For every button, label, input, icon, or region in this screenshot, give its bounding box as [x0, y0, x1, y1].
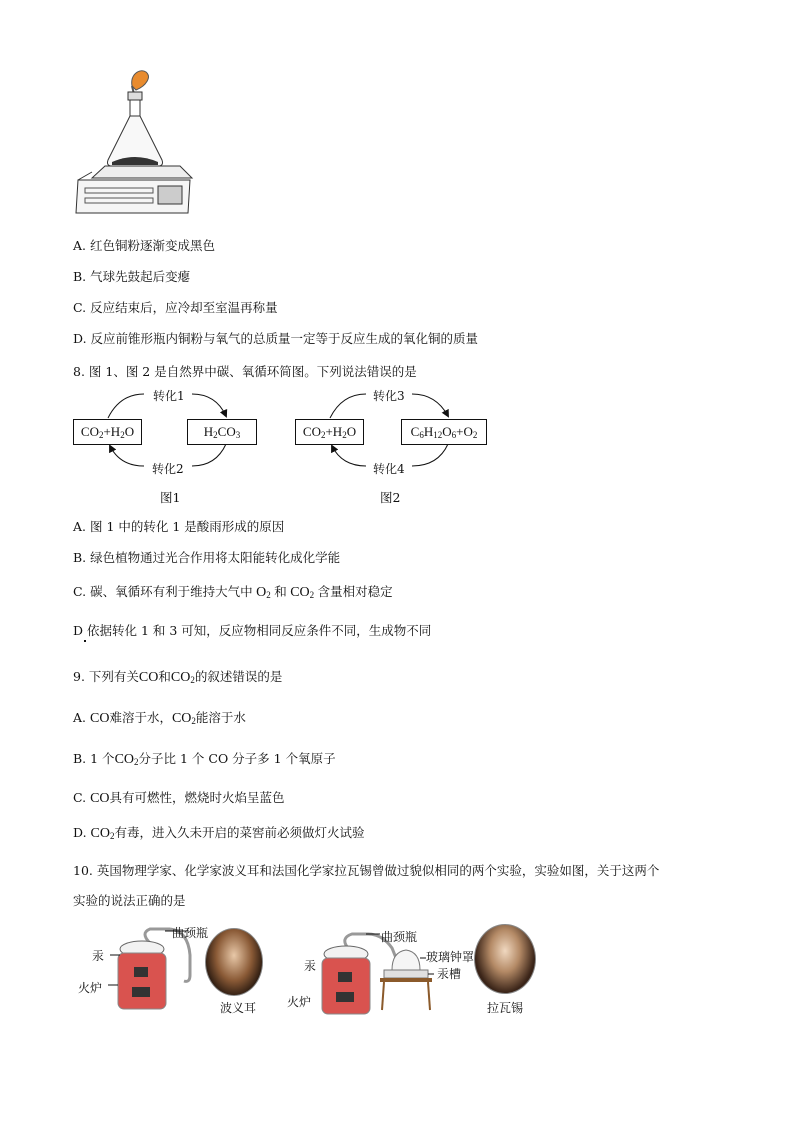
lavoisier-experiment-figure — [300, 930, 460, 1025]
q9-option-d: D. $CO_2$有毒，进入久未开启的菜窖前必须做灯火试验 — [73, 825, 365, 841]
fig1-caption: 图1 — [160, 490, 181, 505]
lavoisier-name-label: 拉瓦锡 — [487, 1001, 524, 1015]
q8-option-c: C. 碳、氧循环有利于维持大气中 $O_2$ 和 $CO_2$ 含量相对稳定 — [73, 584, 393, 600]
q7-option-d: D. 反应前锥形瓶内铜粉与氧气的总质量一定等于反应生成的氧化铜的质量 — [73, 331, 479, 346]
fig2-top-label: 转化3 — [373, 389, 405, 403]
boyle-mercury-label: 汞 — [92, 949, 105, 963]
q9-option-c: C. CO具有可燃性，燃烧时火焰呈蓝色 — [73, 790, 285, 806]
q9-option-a: A. CO难溶于水，$CO_2$能溶于水 — [73, 710, 246, 726]
q8-stem: 8. 图 1、图 2 是自然界中碳、氧循环简图。下列说法错误的是 — [73, 364, 417, 379]
fig2-bottom-label: 转化4 — [373, 462, 405, 476]
boyle-furnace-label: 火炉 — [78, 981, 103, 995]
fig1-bottom-label: 转化2 — [152, 462, 184, 476]
lavoisier-bell-label: 玻璃钟罩 — [426, 950, 475, 964]
lavoisier-portrait — [474, 924, 536, 994]
q8-option-a: A. 图 1 中的转化 1 是酸雨形成的原因 — [73, 519, 285, 534]
fig1-box-co2-h2o: $CO_2+H_2O$ — [73, 419, 142, 445]
q7-option-a: A. 红色铜粉逐渐变成黑色 — [73, 238, 215, 253]
lavoisier-furnace-label: 火炉 — [287, 995, 312, 1009]
lavoisier-flask-label: 曲颈瓶 — [381, 930, 418, 944]
q9-option-b: B. 1 个$CO_2$分子比 1 个 CO 分子多 1 个氧原子 — [73, 751, 336, 767]
q7-option-c: C. 反应结束后，应冷却至室温再称量 — [73, 300, 278, 315]
q8-option-d: D 依据转化 1 和 3 可知，反应物相同反应条件不同，生成物不同 — [73, 623, 432, 638]
lavoisier-trough-label: 汞槽 — [437, 967, 462, 981]
fig1-top-label: 转化1 — [153, 389, 185, 403]
boyle-flask-label: 曲颈瓶 — [172, 926, 209, 940]
lavoisier-mercury-label: 汞 — [304, 959, 317, 973]
q10-stem-line2: 实验的说法正确的是 — [73, 893, 186, 908]
fig2-box-glucose-o2: $C_6H_{12}O_6+O_2$ — [401, 419, 487, 445]
q9-stem: 9. 下列有关CO和$CO_2$的叙述错误的是 — [73, 669, 283, 685]
balance-flask-figure — [70, 68, 195, 218]
stray-dot — [84, 640, 86, 642]
fig2-caption: 图2 — [380, 490, 401, 505]
fig1-box-h2co3: $H_2CO_3$ — [187, 419, 257, 445]
fig2-box-co2-h2o: $CO_2+H_2O$ — [295, 419, 364, 445]
q10-stem-line1: 10. 英国物理学家、化学家波义耳和法国化学家拉瓦锡曾做过貌似相同的两个实验，实验如图，关于这两个 — [73, 863, 660, 878]
q7-option-b: B. 气球先鼓起后变瘪 — [73, 269, 191, 284]
boyle-name-label: 波义耳 — [220, 1001, 257, 1015]
q8-option-b: B. 绿色植物通过光合作用将太阳能转化成化学能 — [73, 550, 341, 565]
boyle-portrait — [205, 928, 263, 996]
